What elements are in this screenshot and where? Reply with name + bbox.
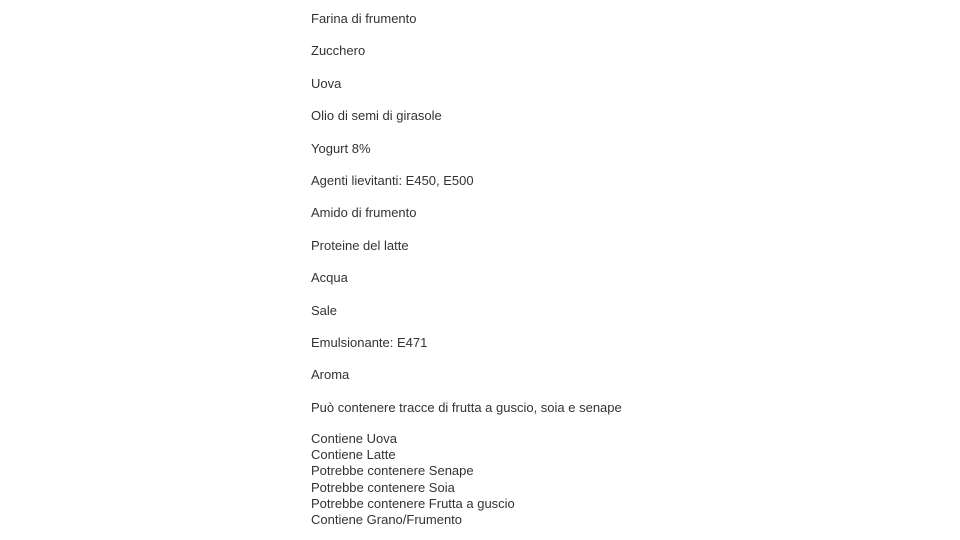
ingredient-item: Agenti lievitanti: E450, E500 [311, 172, 474, 188]
allergen-item: Potrebbe contenere Frutta a guscio [311, 495, 515, 511]
ingredient-item: Yogurt 8% [311, 140, 371, 156]
allergen-item: Potrebbe contenere Soia [311, 479, 455, 495]
ingredient-item: Uova [311, 75, 342, 91]
ingredient-item: Amido di frumento [311, 205, 417, 221]
allergen-list [311, 431, 731, 528]
allergen-item: Potrebbe contenere Senape [311, 463, 474, 479]
ingredient-item: Aroma [311, 367, 350, 383]
ingredient-item: Acqua [311, 270, 348, 286]
traces-warning: Può contenere tracce di frutta a guscio, soia e senape [311, 399, 622, 415]
product-info-panel [311, 10, 731, 528]
allergen-item: Contiene Latte [311, 447, 396, 463]
ingredient-item: Proteine del latte [311, 237, 409, 253]
allergen-item: Contiene Grano/Frumento [311, 512, 463, 528]
allergen-item: Contiene Uova [311, 431, 397, 447]
ingredient-item: Emulsionante: E471 [311, 334, 428, 350]
ingredient-item: Farina di frumento [311, 11, 417, 26]
ingredient-item: Sale [311, 302, 338, 318]
ingredient-item: Zucchero [311, 43, 366, 59]
ingredient-item: Olio di semi di girasole [311, 108, 442, 124]
ingredients-list [311, 10, 731, 431]
